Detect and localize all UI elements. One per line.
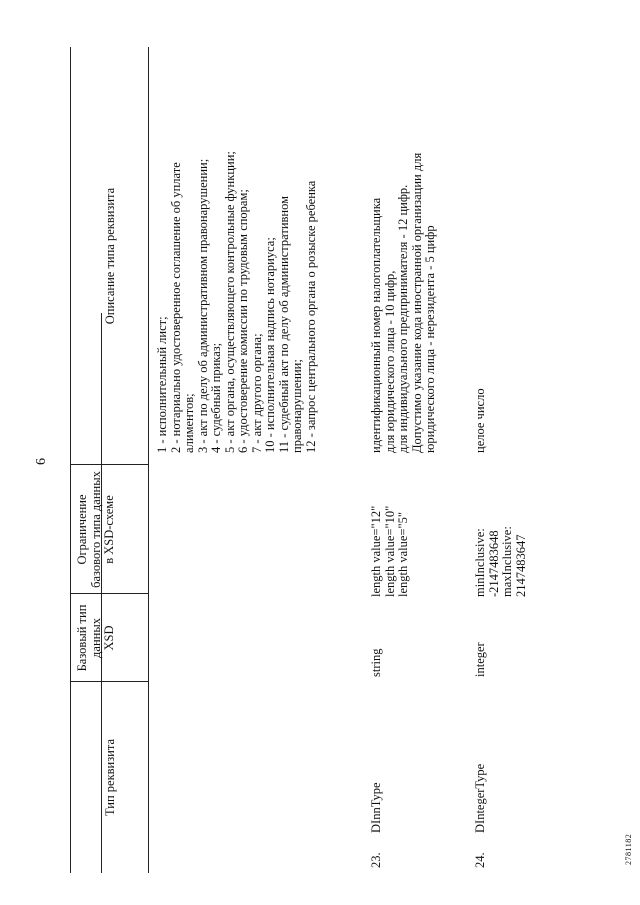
header-bottom-border <box>148 47 149 873</box>
continued-description <box>156 33 318 453</box>
row-24-description <box>474 33 488 453</box>
restriction-line: length value="12" <box>369 505 383 597</box>
restriction-line: 2147483647 <box>513 534 528 597</box>
header-restriction-line: базового типа данных <box>88 471 103 588</box>
description-line: 1 - исполнительный лист; <box>155 316 169 453</box>
header-restriction-line: в XSD-схеме <box>102 495 116 564</box>
description-line: 4 - судебный приказ; <box>209 342 223 453</box>
row-24-base: integer <box>473 642 487 677</box>
table-top-border <box>70 47 71 873</box>
description-line: 3 - акт по делу об административном правонарушении; <box>195 158 210 453</box>
header-attribute-type: Тип реквизита <box>103 738 117 817</box>
description-line: алиментов; <box>182 393 196 453</box>
row-24-type: DIntegerType <box>473 763 487 833</box>
description-line: 7 - акт другого органа; <box>249 333 264 453</box>
description-line: правонарушении; <box>290 359 304 453</box>
header-restriction <box>76 465 117 594</box>
header-base-type-line: данных <box>88 618 103 658</box>
row-24-number: 24. <box>473 852 487 868</box>
row-23-base: string <box>369 648 383 677</box>
document-code: 2781182 <box>624 833 633 865</box>
description-line: Допустимо указание кода иностранной организации для <box>409 152 424 453</box>
restriction-line: -2147483648 <box>486 530 501 597</box>
header-restriction-line: Ограничение <box>75 494 89 565</box>
description-line: идентификационный номер налогоплательщика <box>369 197 383 453</box>
header-base-type-line: XSD <box>102 625 116 651</box>
header-base-type-line: Базовый тип <box>75 604 89 672</box>
description-line: 6 - удостоверение комиссии по трудовым спорам; <box>236 189 250 453</box>
description-line: 5 - акт органа, осуществляющего контрольные функции; <box>222 151 237 453</box>
row-23-type: DInnType <box>369 782 383 833</box>
row-23-description <box>370 33 438 453</box>
restriction-line: length value="5" <box>396 512 410 597</box>
description-line: для юридического лица - 10 цифр, <box>382 270 397 453</box>
description-line: для индивидуального предпринимателя - 12 цифр. <box>396 184 410 453</box>
description-line: юридического лица - нерезидента - 5 цифр <box>423 225 437 453</box>
row-23-number: 23. <box>369 852 383 868</box>
restriction-line: maxInclusive: <box>500 526 514 597</box>
header-description: Описание типа реквизита <box>103 187 117 325</box>
page-number: 6 <box>34 458 49 465</box>
description-line: 2 - нотариально удостоверенное соглашение об уплате <box>168 162 183 453</box>
row-24-restriction <box>474 526 528 597</box>
row-23-restriction <box>370 506 411 597</box>
description-line: 10 - исполнительная надпись нотариуса; <box>263 237 277 453</box>
description-line: 11 - судебный акт по делу об административном <box>276 195 291 453</box>
header-base-type <box>76 594 117 682</box>
restriction-line: minInclusive: <box>473 528 487 597</box>
description-line: 12 - запрос центрального органа о розыске ребенка <box>303 180 318 453</box>
restriction-line: length value="10" <box>382 505 397 597</box>
description-line: целое число <box>473 388 487 453</box>
